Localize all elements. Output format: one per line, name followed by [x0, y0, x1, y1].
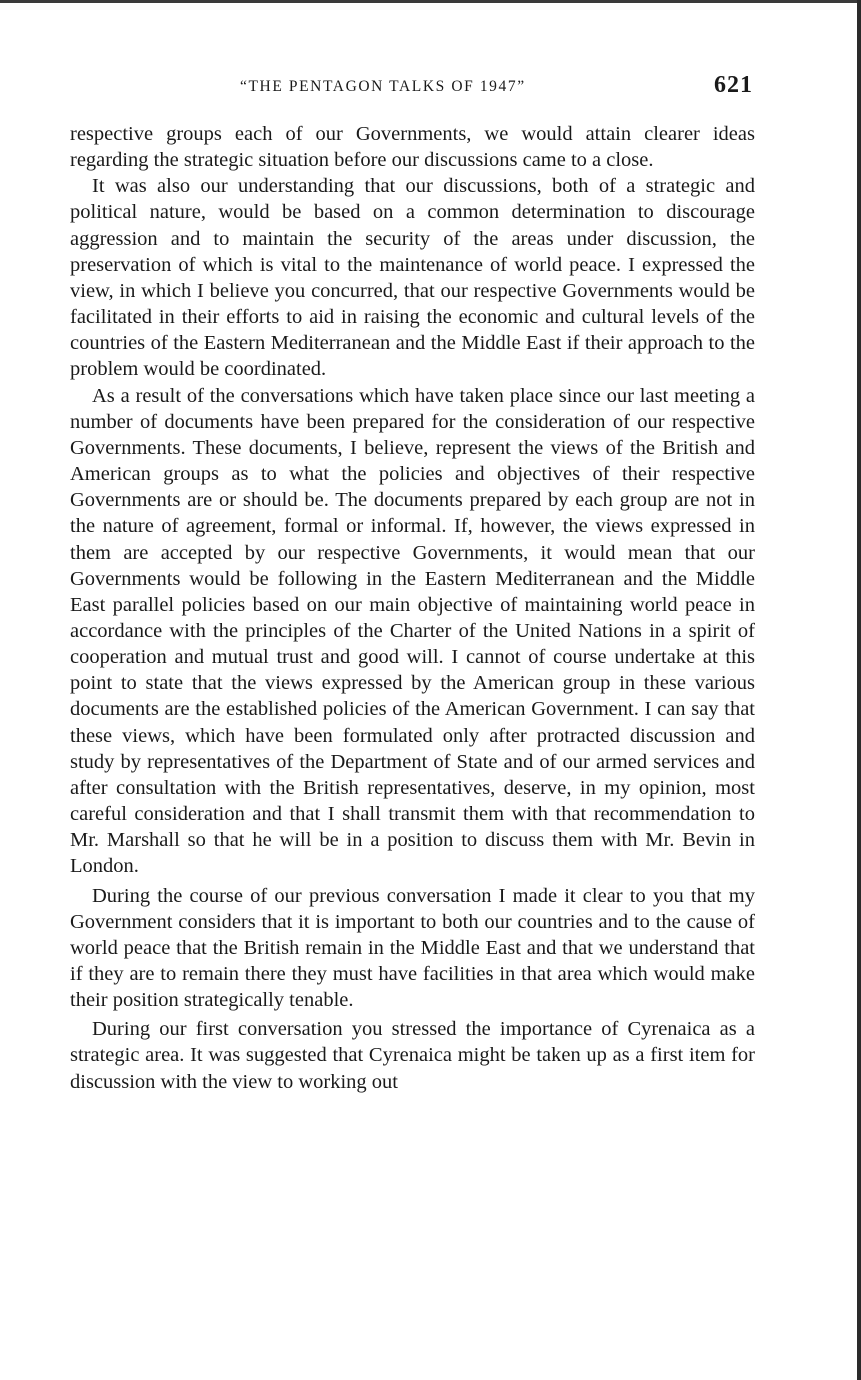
- body-text: [70, 121, 755, 1095]
- page-top-edge: [0, 0, 861, 3]
- running-title: “THE PENTAGON TALKS OF 1947”: [240, 78, 526, 95]
- running-head: [70, 72, 755, 106]
- paragraph-cyrenaica: During our first conversation you stressed the importance of Cyrenaica as a strategic area. It was suggested that Cyrenaica might be taken up as a first item for discussion with the view to working out: [70, 1018, 755, 1093]
- paragraph-continued: respective groups each of our Governments, we would attain clearer ideas regarding the strategic situation before our discussions came to a close.: [70, 123, 755, 172]
- paragraph-documents: As a result of the conversations which have taken place since our last meeting a number of documents have been prepared for the consideration of our respective Governments. These documents, I believe, represent the views of the British and American groups as to what the policies and objectives of their respective Governments are or should be. The documents prepared by each group are not in the nature of agreement, formal or informal. If, however, the views expressed in them are accepted by our respective Governments, it would mean that our Governments would be following in the Eastern Mediterranean and the Middle East parallel policies based on our main objective of maintaining world peace in accordance with the principles of the Charter of the United Nations in a spirit of cooperation and mutual trust and good will. I cannot of course undertake at this point to state that the views expressed by the American group in these various documents are the established policies of the American Government. I can say that these views, which have been formulated only after protracted discussion and study by representatives of the Department of State and of our armed services and after consultation with the British representatives, deserve, in my opinion, most careful consideration and that I shall transmit them with that recommendation to Mr. Marshall so that he will be in a position to discuss them with Mr. Bevin in London.: [70, 384, 755, 878]
- page-number: 621: [714, 72, 753, 98]
- paragraph-understanding: It was also our understanding that our discussions, both of a strategic and political nature, would be based on a common determination to discourage aggression and to maintain the security of the areas under discussion, the preservation of which is vital to the maintenance of world peace. I expressed the view, in which I believe you concurred, that our respective Governments would be facilitated in their efforts to aid in raising the economic and cultural levels of the countries of the Eastern Mediterranean and the Middle East if their approach to the problem would be coordinated.: [70, 175, 755, 381]
- page-right-edge: [857, 0, 861, 1380]
- paragraph-british-remain: During the course of our previous conversation I made it clear to you that my Government considers that it is important to both our countries and to the cause of world peace that the British remain in the Middle East and that we understand that if they are to remain there they must have facilities in that area which would make their position strategically tenable.: [70, 884, 755, 1012]
